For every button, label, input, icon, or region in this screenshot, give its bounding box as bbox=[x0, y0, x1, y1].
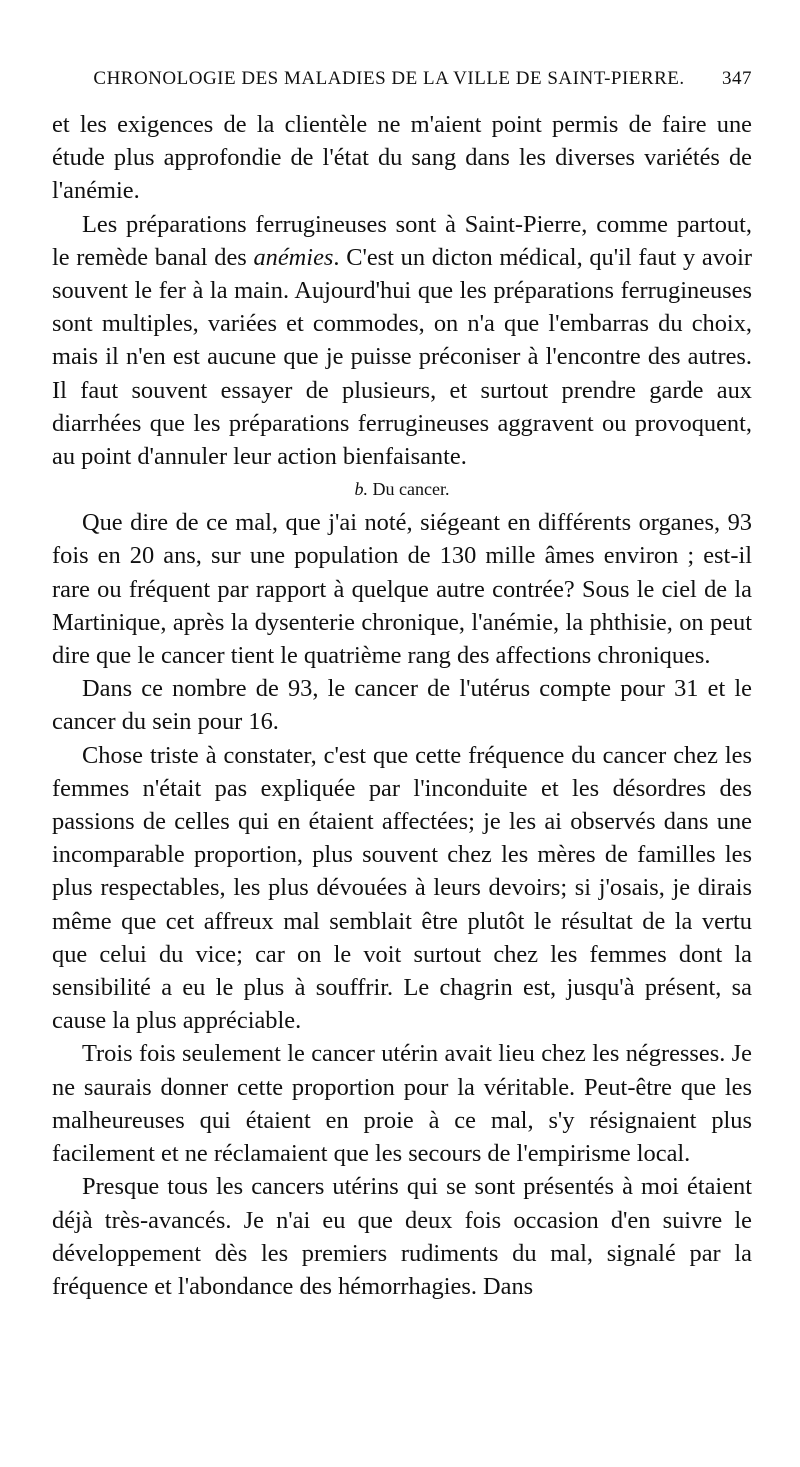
page-number: 347 bbox=[722, 68, 752, 89]
subheading-letter: b. bbox=[354, 479, 369, 500]
section-subheading bbox=[52, 473, 752, 506]
paragraph-dans-ce-nombre: Dans ce nombre de 93, le cancer de l'utérus compte pour 31 et le cancer du sein pour 16. bbox=[52, 675, 752, 736]
paragraph-ferrugineuses bbox=[52, 208, 752, 474]
subheading-title: Du cancer. bbox=[372, 479, 450, 500]
paragraph-text-part: Les préparations ferrugineuses sont à Saint-Pierre, comme partout, le remède banal des bbox=[52, 210, 752, 271]
paragraph-continuation: et les exigences de la clientèle ne m'aient point permis de faire une étude plus approfondie de l'état du sang dans les diverses variétés de l'anémie. bbox=[52, 111, 752, 205]
running-header bbox=[52, 68, 752, 104]
paragraph-text-part: . C'est un dicton médical, qu'il faut y avoir souvent le fer à la main. Aujourd'hui que les préparations ferrugineuses sont multiples, variées et commodes, on n'a que l'embarras du choix, mais il n'en est aucune que je puisse préconiser à l'encontre des autres. Il faut souvent essayer de plusieurs, et surtout prendre garde aux diarrhées que les préparations ferrugineuses aggravent ou provoquent, au point d'annuler leur action bienfaisante. bbox=[52, 243, 753, 471]
paragraph-presque-tous: Presque tous les cancers utérins qui se sont présentés à moi étaient déjà très-avancés. Je n'ai eu que deux fois occasion d'en suivre le développement dès les premiers rudiments du mal, signalé par la fréquence et l'abondance des hémorrhagies. Dans bbox=[52, 1173, 752, 1300]
paragraph-chose-triste: Chose triste à constater, c'est que cette fréquence du cancer chez les femmes n'était pas expliquée par l'inconduite et les désordres des passions de celles qui en étaient affectées; je les ai observés dans une incomparable proportion, plus souvent chez les mères de familles les plus respectables, les plus dévouées à leurs devoirs; si j'osais, je dirais même que cet affreux mal semblait être plutôt le résultat de la vertu que celui du vice; car on le voit surtout chez les femmes dont la sensibilité a eu le plus à souffrir. Le chagrin est, jusqu'à présent, sa cause la plus appréciable. bbox=[52, 741, 752, 1035]
emphasis-anemies: anémies bbox=[253, 243, 334, 271]
body-text bbox=[52, 108, 752, 1303]
running-title: CHRONOLOGIE DES MALADIES DE LA VILLE DE SAINT-PIERRE. bbox=[93, 68, 685, 89]
paragraph-que-dire: Que dire de ce mal, que j'ai noté, siégeant en différents organes, 93 fois en 20 ans, sur une population de 130 mille âmes environ ; est-il rare ou fréquent par rapport à quelque autre contrée? Sous le ciel de la Martinique, après la dysenterie chronique, l'anémie, la phthisie, on peut dire que le cancer tient le quatrième rang des affections chroniques. bbox=[52, 509, 752, 670]
book-page bbox=[52, 68, 752, 1303]
paragraph-trois-fois: Trois fois seulement le cancer utérin avait lieu chez les négresses. Je ne saurais donner cette proportion pour la véritable. Peut-être que les malheureuses qui étaient en proie à ce mal, s'y résignaient plus facilement et ne réclamaient que les secours de l'empirisme local. bbox=[52, 1040, 752, 1168]
